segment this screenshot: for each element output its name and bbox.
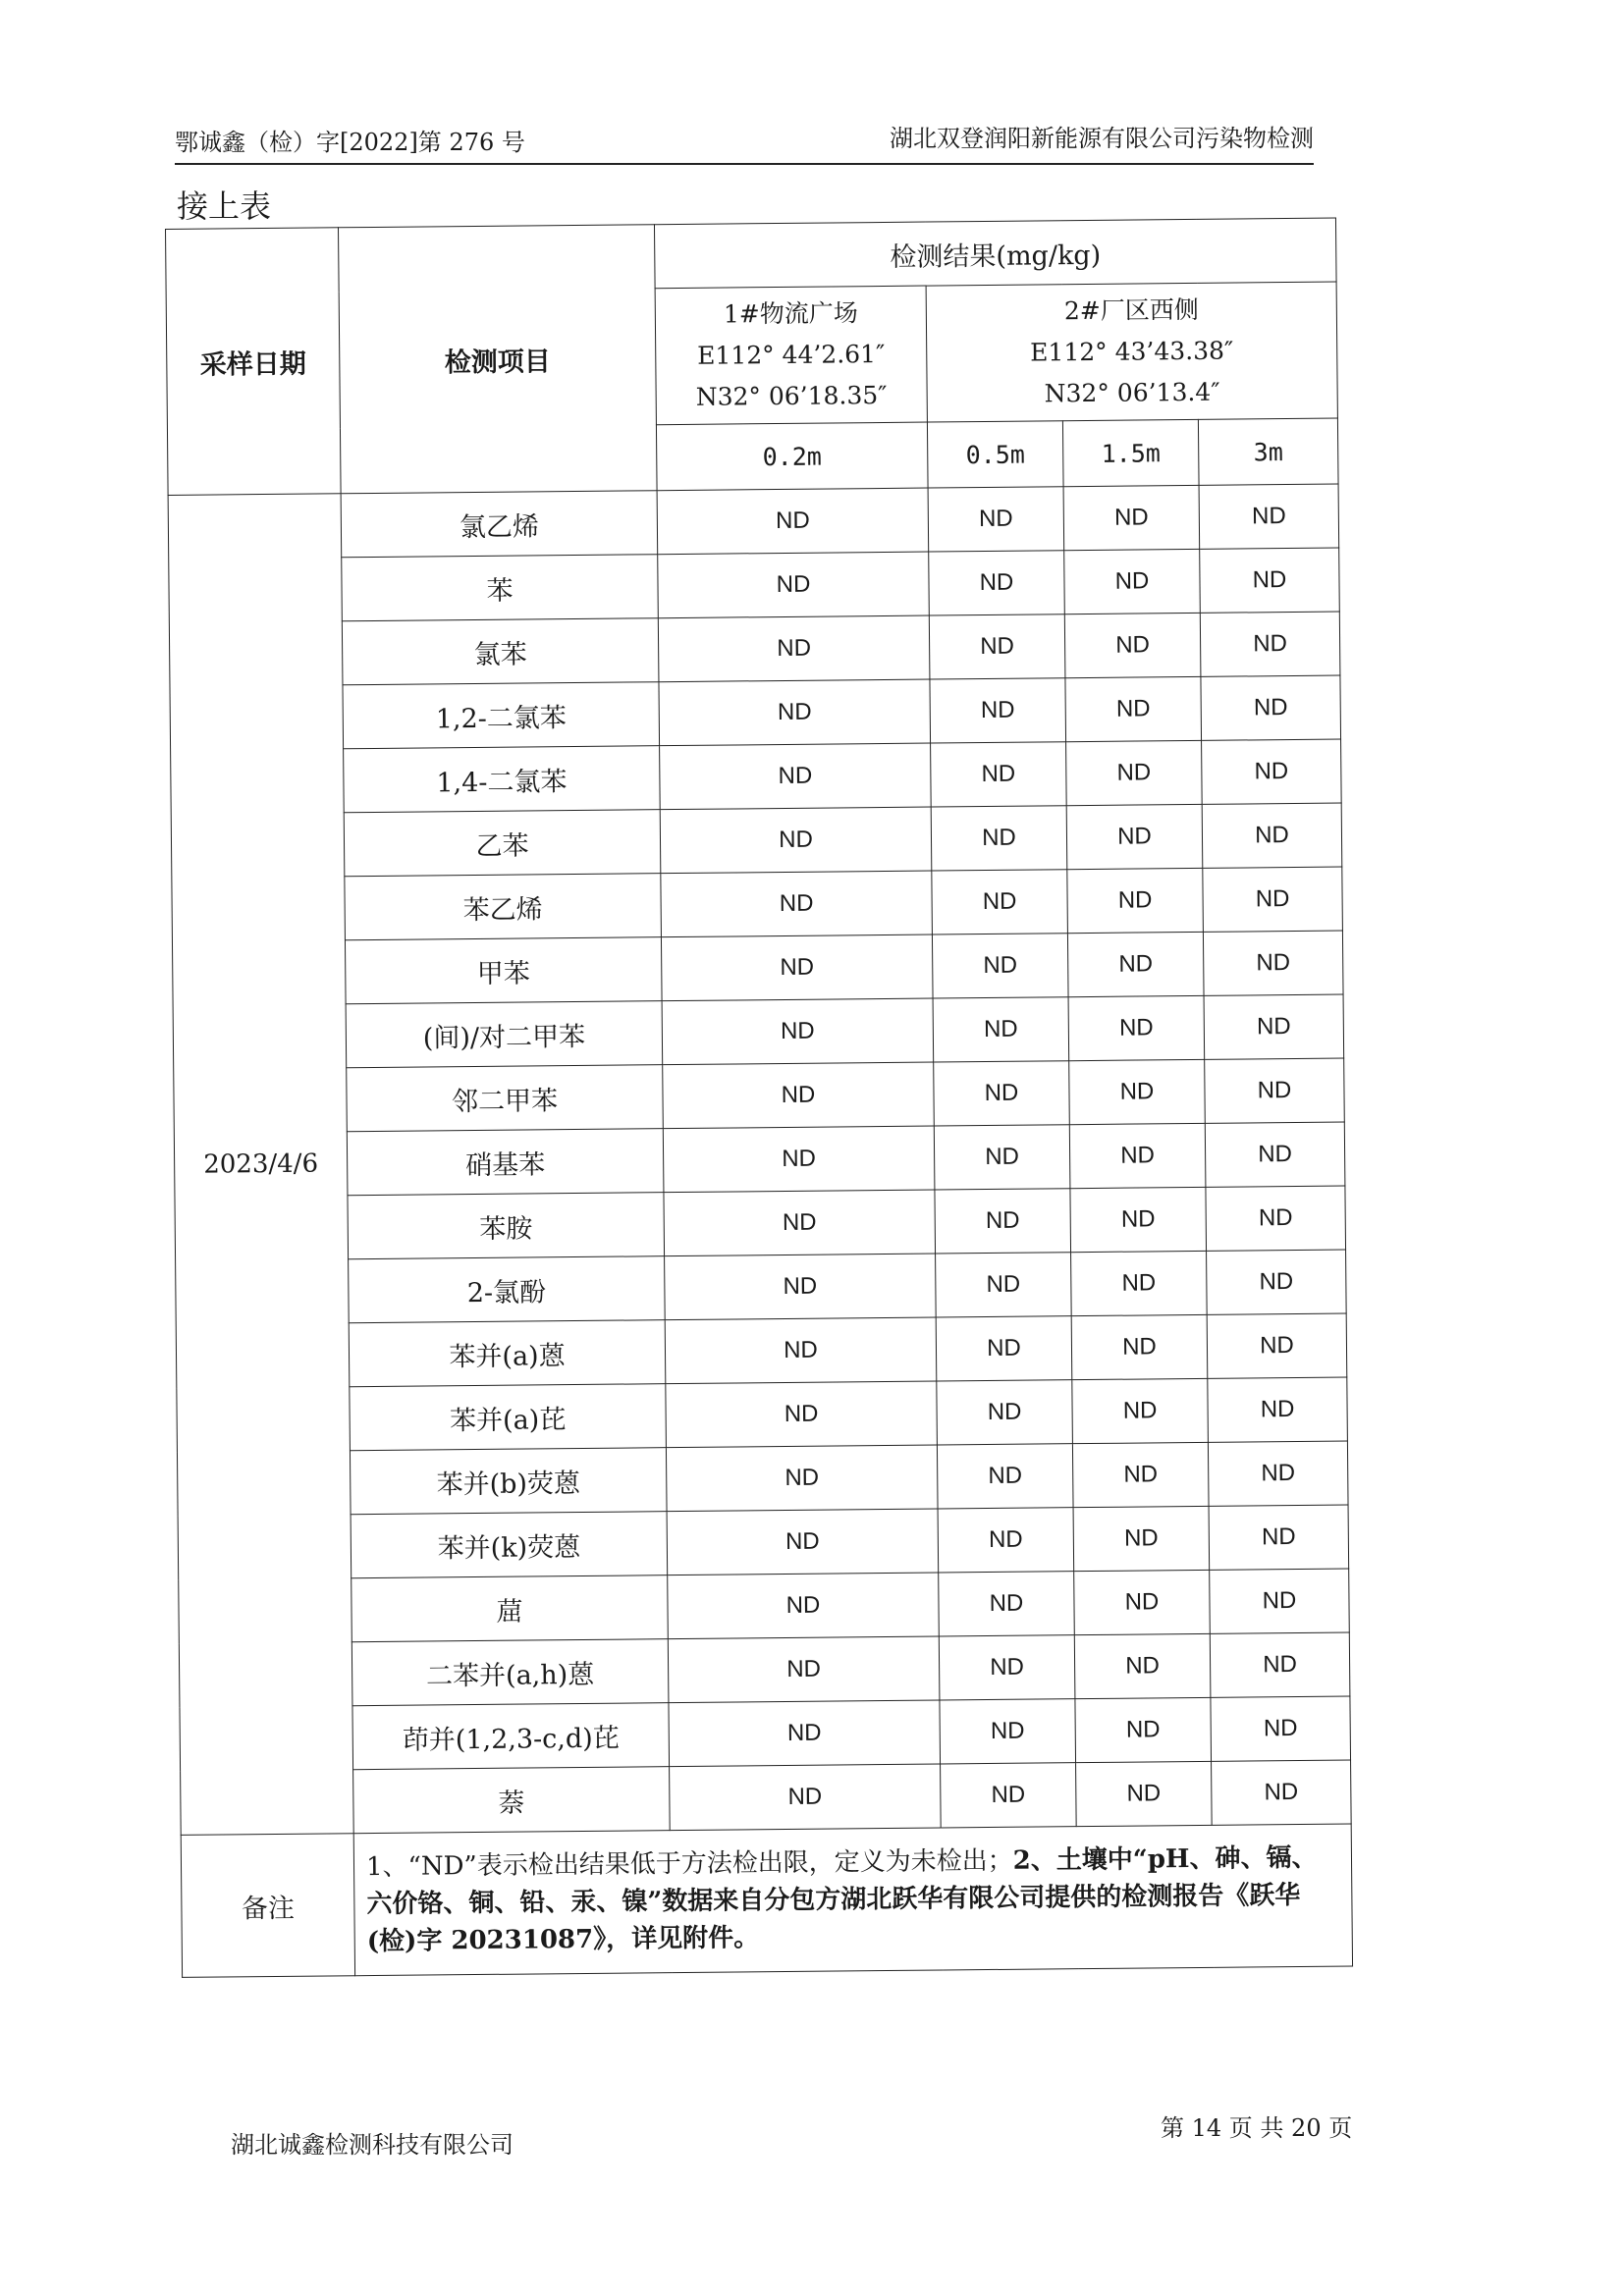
site-1-latitude: N32° 06’18.35″ <box>695 380 888 411</box>
result-value-cell: ND <box>929 551 1065 615</box>
result-value-cell: ND <box>666 1381 938 1448</box>
footer-company: 湖北诚鑫检测科技有限公司 <box>231 2131 514 2159</box>
test-item-cell: 硝基苯 <box>347 1129 664 1196</box>
table-row <box>168 484 1339 559</box>
result-value-cell: ND <box>668 1636 940 1703</box>
result-value-cell: ND <box>1066 804 1203 869</box>
table-row <box>171 739 1342 814</box>
result-value-cell: ND <box>663 1126 935 1193</box>
result-value-cell: ND <box>662 998 934 1065</box>
table-row <box>179 1632 1350 1707</box>
sample-date-header: 采样日期 <box>166 228 342 496</box>
result-value-cell: ND <box>1064 549 1201 614</box>
result-value-cell: ND <box>1210 1632 1350 1697</box>
result-value-cell: ND <box>1069 1123 1206 1188</box>
result-value-cell: ND <box>935 1189 1071 1254</box>
result-value-cell: ND <box>937 1444 1073 1509</box>
table-row <box>179 1569 1350 1643</box>
result-value-cell: ND <box>1202 739 1342 804</box>
doc-number: 鄂诚鑫（检）字[2022]第 276 号 <box>175 129 525 156</box>
result-value-cell: ND <box>937 1380 1073 1445</box>
result-value-cell: ND <box>1210 1569 1350 1633</box>
result-value-cell: ND <box>934 1125 1070 1190</box>
test-item-cell: 茚并(1,2,3-c,d)芘 <box>352 1703 670 1770</box>
result-value-cell: ND <box>1074 1633 1211 1698</box>
site-1-header <box>655 286 927 425</box>
result-value-cell: ND <box>1202 803 1342 868</box>
result-value-cell: ND <box>663 1062 935 1129</box>
test-item-cell: 苯并(b)荧蒽 <box>350 1448 667 1515</box>
result-value-cell: ND <box>669 1700 941 1767</box>
site-1-name: 1#物流广场 <box>723 298 858 329</box>
table-row <box>169 548 1340 622</box>
result-value-cell: ND <box>936 1253 1072 1317</box>
result-value-cell: ND <box>1212 1760 1352 1825</box>
site-1-longitude: E112° 44’2.61″ <box>697 339 886 370</box>
result-value-cell: ND <box>1068 995 1205 1060</box>
result-value-cell: ND <box>1071 1314 1208 1379</box>
result-value-cell: ND <box>1203 931 1343 995</box>
result-value-cell: ND <box>1206 1186 1346 1251</box>
depth-header: 3m <box>1198 418 1338 485</box>
test-item-cell: 苯并(a)蒽 <box>349 1320 666 1387</box>
footer-page-number: 第 14 页 共 20 页 <box>1161 2114 1353 2142</box>
result-value-cell: ND <box>931 742 1067 807</box>
test-item-cell: 苯 <box>342 555 659 621</box>
result-value-cell: ND <box>1070 1187 1207 1252</box>
result-value-cell: ND <box>934 1061 1070 1126</box>
table-row <box>173 994 1344 1069</box>
result-value-cell: ND <box>1203 867 1343 932</box>
site-2-longitude: E112° 43’43.38″ <box>1030 336 1234 367</box>
site-2-latitude: N32° 06’13.4″ <box>1044 377 1220 408</box>
result-value-cell: ND <box>1076 1761 1213 1826</box>
result-value-cell: ND <box>1071 1251 1208 1315</box>
result-value-cell: ND <box>1067 868 1204 933</box>
result-value-cell: ND <box>661 871 933 937</box>
result-value-cell: ND <box>1074 1570 1211 1634</box>
table-row <box>170 675 1341 750</box>
depth-header: 0.5m <box>927 421 1063 488</box>
page-header <box>175 118 1314 165</box>
result-value-cell: ND <box>1211 1696 1351 1761</box>
sample-date-cell: 2023/4/6 <box>168 494 353 1836</box>
results-body <box>168 484 1351 1835</box>
result-value-cell: ND <box>667 1509 939 1575</box>
table-row <box>177 1377 1348 1452</box>
result-value-cell: ND <box>1067 932 1204 996</box>
report-title: 湖北双登润阳新能源有限公司污染物检测 <box>890 125 1314 152</box>
result-value-cell: ND <box>1207 1250 1347 1314</box>
table-row <box>176 1313 1347 1388</box>
table-row <box>169 612 1340 686</box>
note-part-1: 1、“ND”表示检出结果低于方法检出限，定义为未检出； <box>365 1845 1013 1883</box>
test-item-cell: 苯胺 <box>348 1193 665 1259</box>
result-value-cell: ND <box>1205 1058 1345 1123</box>
result-value-cell: ND <box>931 806 1067 871</box>
test-item-cell: 1,2-二氯苯 <box>343 682 660 749</box>
test-item-cell: 氯乙烯 <box>341 491 658 558</box>
result-value-cell: ND <box>1205 1122 1345 1187</box>
result-value-cell: ND <box>1204 994 1344 1059</box>
result-value-cell: ND <box>1201 675 1341 740</box>
test-item-cell: 萘 <box>353 1767 671 1834</box>
result-value-cell: ND <box>933 997 1069 1062</box>
result-value-cell: ND <box>1064 613 1201 677</box>
result-value-cell: ND <box>666 1445 938 1512</box>
result-value-cell: ND <box>1063 485 1200 550</box>
result-value-cell: ND <box>941 1763 1077 1828</box>
result-value-cell: ND <box>936 1316 1072 1381</box>
result-value-cell: ND <box>1199 484 1339 549</box>
depth-header: 0.2m <box>656 422 928 491</box>
result-value-cell: ND <box>661 934 933 1001</box>
test-item-cell: 甲苯 <box>345 937 662 1004</box>
table-row <box>174 1122 1345 1197</box>
site-2-header <box>926 282 1337 422</box>
result-value-cell: ND <box>928 487 1064 552</box>
result-value-cell: ND <box>668 1573 940 1639</box>
depth-header: 1.5m <box>1062 419 1199 486</box>
result-value-cell: ND <box>670 1764 942 1831</box>
results-table <box>165 218 1353 1978</box>
test-item-cell: 邻二甲苯 <box>347 1065 664 1132</box>
test-item-cell: 二苯并(a,h)蒽 <box>352 1639 669 1706</box>
result-value-cell: ND <box>930 678 1066 743</box>
result-value-cell: ND <box>1208 1441 1348 1506</box>
result-value-cell: ND <box>660 743 932 810</box>
table-row <box>181 1760 1352 1835</box>
test-item-cell: 乙苯 <box>344 810 661 877</box>
result-value-cell: ND <box>939 1635 1075 1700</box>
result-value-cell: ND <box>665 1317 937 1384</box>
result-value-cell: ND <box>939 1572 1075 1636</box>
note-label: 备注 <box>181 1834 354 1978</box>
result-value-cell: ND <box>932 870 1068 934</box>
result-value-cell: ND <box>1200 612 1340 676</box>
result-value-cell: ND <box>938 1508 1074 1573</box>
result-value-cell: ND <box>929 614 1065 679</box>
table-row <box>172 867 1343 941</box>
test-item-header: 检测项目 <box>338 225 657 494</box>
result-value-cell: ND <box>664 1190 936 1256</box>
result-value-cell: ND <box>1200 548 1340 613</box>
result-value-cell: ND <box>940 1699 1076 1764</box>
table-row <box>171 803 1342 878</box>
table-row <box>176 1250 1347 1324</box>
table-row <box>174 1058 1345 1133</box>
table-row <box>177 1441 1348 1516</box>
test-item-cell: 苯并(k)荧蒽 <box>351 1512 668 1578</box>
site-2-name: 2#厂区西侧 <box>1063 294 1199 326</box>
note-text <box>353 1824 1352 1976</box>
result-value-cell: ND <box>1208 1377 1348 1442</box>
result-value-cell: ND <box>665 1254 937 1320</box>
result-value-cell: ND <box>932 934 1068 998</box>
result-value-cell: ND <box>1072 1442 1209 1507</box>
result-value-cell: ND <box>1073 1506 1210 1571</box>
test-item-cell: 䓛 <box>352 1575 669 1642</box>
table-row <box>178 1505 1349 1579</box>
table-row <box>180 1696 1351 1771</box>
result-value-cell: ND <box>659 679 931 746</box>
result-value-cell: ND <box>1072 1378 1209 1443</box>
test-item-cell: 苯乙烯 <box>345 874 662 940</box>
result-value-cell: ND <box>1209 1505 1349 1570</box>
result-value-cell: ND <box>1066 740 1203 805</box>
test-item-cell: 1,4-二氯苯 <box>344 746 661 813</box>
table-row <box>172 931 1343 1005</box>
test-item-cell: 2-氯酚 <box>349 1256 666 1323</box>
table-row <box>175 1186 1346 1260</box>
results-table-wrapper <box>165 218 1353 1978</box>
result-value-cell: ND <box>1075 1697 1212 1762</box>
test-item-cell: 氯苯 <box>342 618 659 685</box>
result-value-cell: ND <box>1065 676 1202 741</box>
result-header: 检测结果(mg/kg) <box>654 218 1336 289</box>
result-value-cell: ND <box>657 488 929 555</box>
result-value-cell: ND <box>1207 1313 1347 1378</box>
result-value-cell: ND <box>658 552 930 618</box>
test-item-cell: 苯并(a)芘 <box>350 1384 667 1451</box>
test-item-cell: (间)/对二甲苯 <box>346 1001 663 1068</box>
note-part-2: 2、土壤中“pH、砷、镉、六价铬、铜、铅、汞、镍”数据来自分包方湖北跃华有限公司提供的检测报告《跃华(检)字 20231087》，详见附件。 <box>366 1842 1318 1957</box>
result-value-cell: ND <box>660 807 932 874</box>
result-value-cell: ND <box>658 615 930 682</box>
result-value-cell: ND <box>1069 1059 1206 1124</box>
continued-label: 接上表 <box>177 187 272 225</box>
